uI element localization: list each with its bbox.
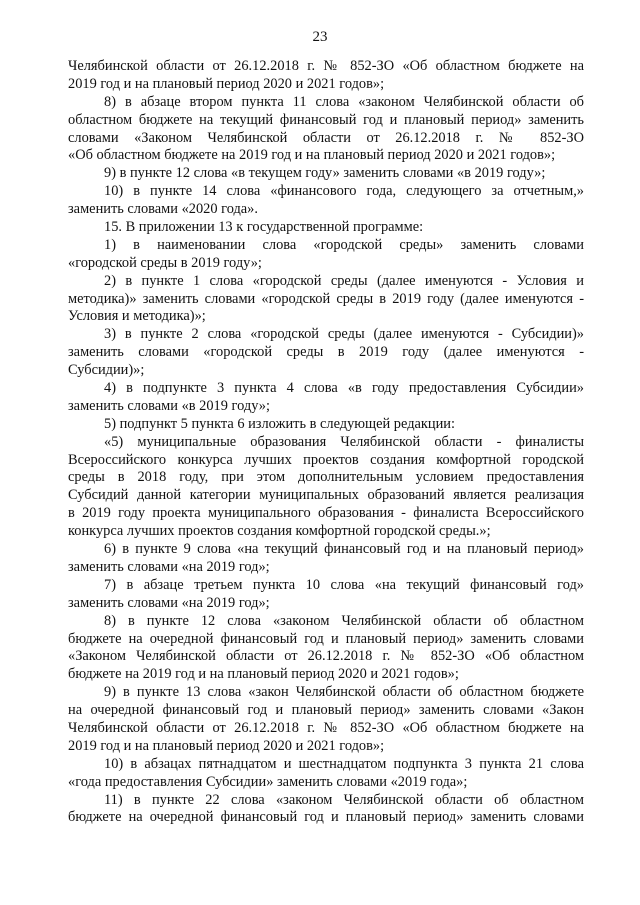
text-line: заменить словами «2020 года». (68, 201, 258, 218)
text-line: Челябинской области от 26.12.2018 г. № 852-ЗО «Об областном бюджете на (68, 719, 584, 736)
text-line: среды в 2018 году, при этом дополнительным условием предоставления (68, 469, 584, 486)
text-line: 2) в пункте 1 слова «городской среды (далее именуются - Условия и (104, 272, 584, 289)
text-line: Субсидии)»; (68, 362, 145, 379)
text-line: 15. В приложении 13 к государственной программе: (104, 219, 424, 236)
text-line: 7) в абзаце третьем пункта 10 слова «на текущий финансовый год» (104, 576, 584, 593)
text-line: областном бюджете на текущий финансовый год и плановый период» заменить (68, 111, 584, 128)
text-line: 9) в пункте 13 слова «закон Челябинской области об областном бюджете (104, 684, 584, 701)
text-line: Челябинской области от 26.12.2018 г. № 852-ЗО «Об областном бюджете на (68, 58, 584, 74)
text-line: 1) в наименовании слова «городской среды» заменить словами (104, 236, 584, 253)
text-line: Субсидий данной категории муниципальных образований является реализация (68, 487, 584, 504)
text-line: заменить словами «на 2019 год»; (68, 594, 270, 611)
text-line: 8) в пункте 12 слова «законом Челябинской области об областном (104, 612, 584, 629)
text-line: бюджете на очередной финансовый год и плановый период» заменить словами (68, 809, 584, 826)
text-line: бюджете на 2019 год и на плановый период 2020 и 2021 годов»; (68, 666, 459, 683)
text-line: заменить словами «на 2019 год»; (68, 558, 270, 575)
text-line: бюджете на очередной финансовый год и плановый период» заменить словами (68, 630, 584, 647)
text-line: «года предоставления Субсидии» заменить словами «2019 года»; (68, 773, 468, 790)
text-line: 5) подпункт 5 пункта 6 изложить в следующей редакции: (104, 415, 455, 432)
text-line: «Законом Челябинской области от 26.12.2018 г. № 852-ЗО «Об областном (68, 648, 584, 665)
text-line: «5) муниципальные образования Челябинской области - финалисты (104, 433, 584, 450)
text-line: 10) в пункте 14 слова «финансового года, следующего за отчетным,» (104, 183, 584, 200)
text-line: методика)» заменить словами «городской среды в 2019 году (далее именуются - (68, 290, 584, 307)
text-line: 10) в абзацах пятнадцатом и шестнадцатом подпункта 3 пункта 21 слова (104, 755, 584, 772)
text-line: на очередной финансовый год и плановый период» заменить словами «Закон (68, 702, 584, 719)
text-line: 2019 год и на плановый период 2020 и 2021 годов»; (68, 737, 385, 754)
text-line: конкурса лучших проектов создания комфортной городской среды.»; (68, 523, 491, 540)
text-line: 6) в пункте 9 слова «на текущий финансовый год и на плановый период» (104, 541, 584, 558)
text-line: заменить словами «городской среды в 2019 году (далее именуются - (68, 344, 584, 361)
text-line: Условия и методика)»; (68, 308, 206, 325)
page-number: 23 (312, 29, 328, 45)
text-line: «городской среды в 2019 году»; (68, 254, 262, 271)
text-line: «Об областном бюджете на 2019 год и на плановый период 2020 и 2021 годов»; (68, 147, 556, 164)
text-line: 9) в пункте 12 слова «в текущем году» заменить словами «в 2019 году»; (104, 165, 546, 182)
text-line: Всероссийского конкурса лучших проектов создания комфортной городской (68, 451, 584, 468)
text-line: 8) в абзаце втором пункта 11 слова «законом Челябинской области об (104, 93, 584, 110)
text-line: словами «Законом Челябинской области от 26.12.2018 г. № 852-ЗО (68, 129, 584, 146)
text-line: 11) в пункте 22 слова «законом Челябинской области об областном (104, 791, 584, 808)
text-line: 4) в подпункте 3 пункта 4 слова «в году предоставления Субсидии» (104, 380, 584, 397)
text-line: заменить словами «в 2019 году»; (68, 397, 270, 414)
text-line: в 2019 году проекта муниципального образования - финалиста Всероссийского (68, 505, 584, 522)
document-body (68, 58, 584, 827)
text-line: 3) в пункте 2 слова «городской среды (далее именуются - Субсидии)» (104, 326, 584, 343)
text-line: 2019 год и на плановый период 2020 и 2021 годов»; (68, 75, 385, 92)
